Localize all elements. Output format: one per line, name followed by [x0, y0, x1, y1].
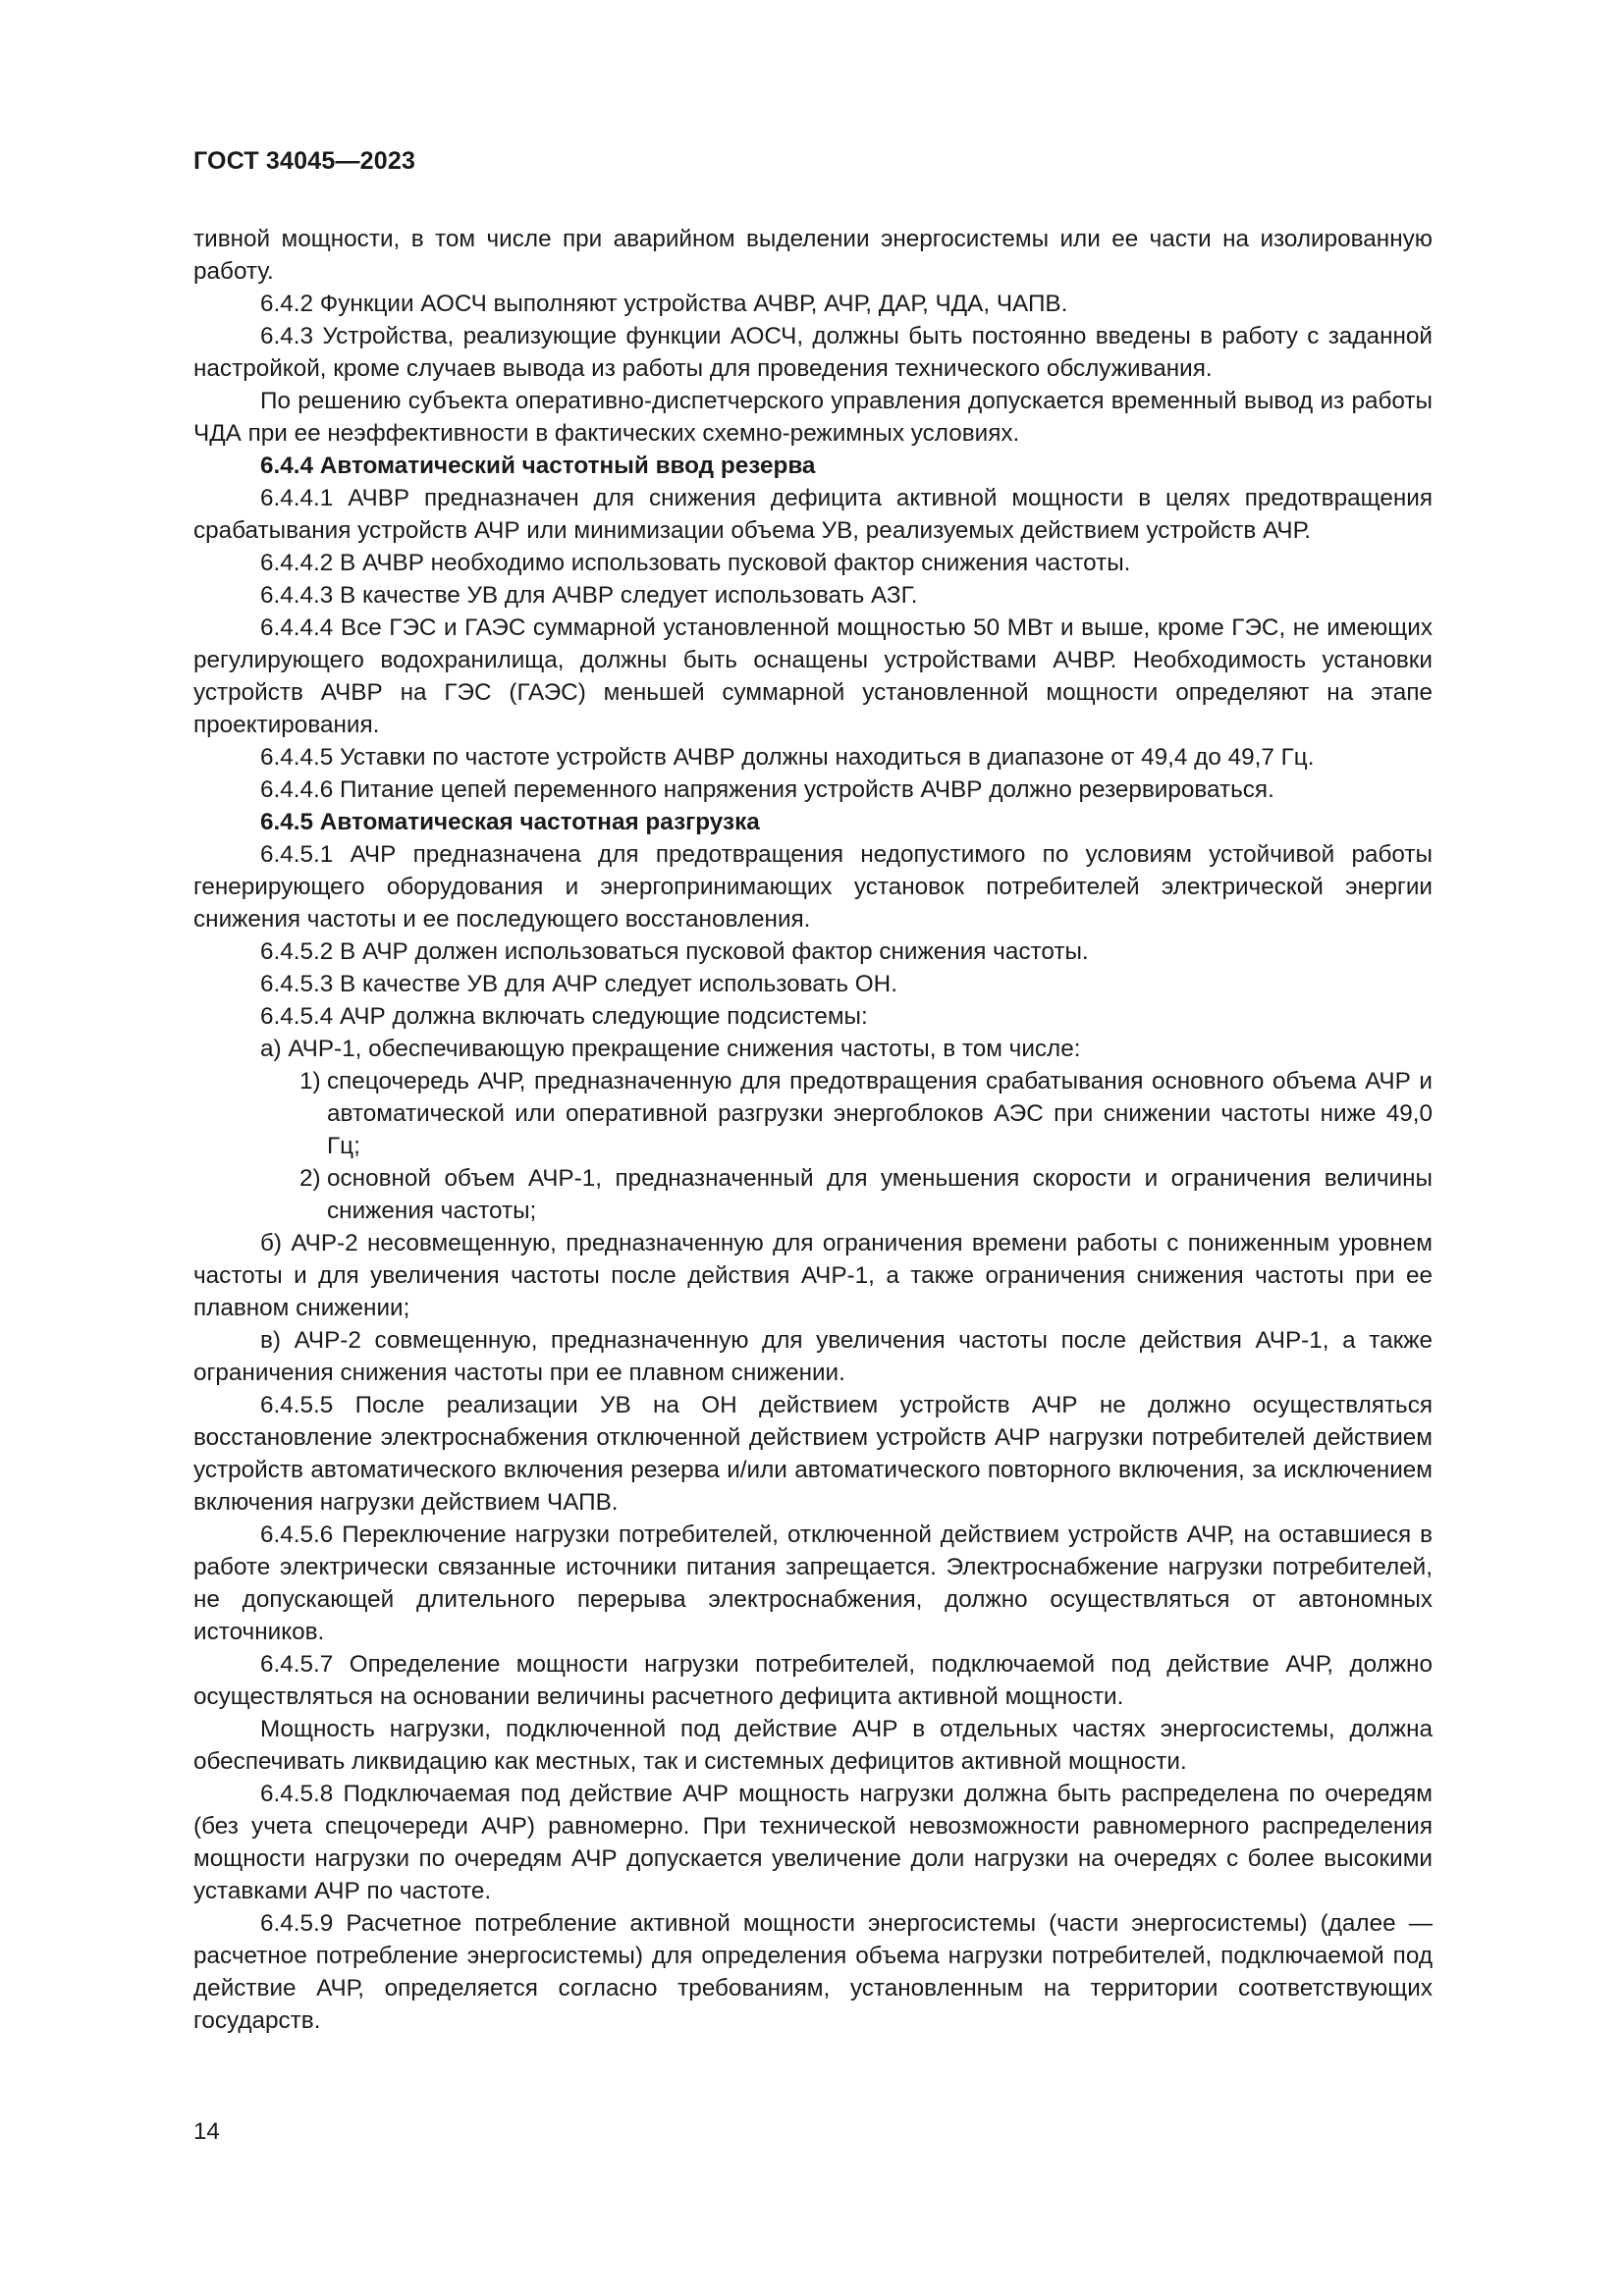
- document-header: ГОСТ 34045—2023: [193, 147, 416, 175]
- paragraph-6-4-5-5: 6.4.5.5 После реализации УВ на ОН действием устройств АЧР не должно осуществляться восстановление электроснабжения отключенной действием устройств АЧР нагрузки потребителей действием устройств автоматического включения резерва и/или автоматического повторного включения, за исключением включения нагрузки действием ЧАПВ.: [193, 1392, 1433, 1516]
- paragraph-6-4-4-5: 6.4.4.5 Уставки по частоте устройств АЧВР должны находиться в диапазоне от 49,4 до 49,7 Гц.: [260, 744, 1315, 771]
- paragraph-6-4-5-6: 6.4.5.6 Переключение нагрузки потребителей, отключенной действием устройств АЧР, на оставшиеся в работе электрически связанные источники питания запрещается. Электроснабжение нагрузки потребителей, не допускающей длительного перерыва электроснабжения, должно осуществляться от автономных источников.: [193, 1522, 1433, 1645]
- paragraph-6-4-4-2: 6.4.4.2 В АЧВР необходимо использовать пусковой фактор снижения частоты.: [260, 550, 1131, 576]
- list-item-a: а) АЧР-1, обеспечивающую прекращение снижения частоты, в том числе:: [260, 1036, 1081, 1062]
- section-heading-6-4-4: 6.4.4 Автоматический частотный ввод резерва: [260, 453, 816, 479]
- paragraph-6-4-5-8: 6.4.5.8 Подключаемая под действие АЧР мощность нагрузки должна быть распределена по очередям (без учета спецочереди АЧР) равномерно. При технической невозможности равномерного распределения мощности нагрузки по очередям АЧР допускается увеличение доли нагрузки на очередях с более высокими уставками АЧР по частоте.: [193, 1781, 1433, 1904]
- paragraph-6-4-5-9: 6.4.5.9 Расчетное потребление активной мощности энергосистемы (части энергосистемы) (далее — расчетное потребление энергосистемы) для определения объема нагрузки потребителей, подключаемой под действие АЧР, определяется согласно требованиям, установленным на территории соответствующих государств.: [193, 1910, 1433, 2034]
- document-body: [193, 223, 1433, 2037]
- paragraph-6-4-5-7: 6.4.5.7 Определение мощности нагрузки потребителей, подключаемой под действие АЧР, должно осуществляться на основании величины расчетного дефицита активной мощности.: [193, 1651, 1433, 1710]
- list-number: 1): [299, 1068, 321, 1095]
- paragraph-6-4-5-3: 6.4.5.3 В качестве УВ для АЧР следует использовать ОН.: [260, 971, 897, 997]
- paragraph-6-4-3-note: По решению субъекта оперативно-диспетчерского управления допускается временный вывод из работы ЧДА при ее неэффективности в фактических схемно-режимных условиях.: [193, 388, 1433, 447]
- paragraph-6-4-2: 6.4.2 Функции АОСЧ выполняют устройства АЧВР, АЧР, ДАР, ЧДА, ЧАПВ.: [260, 291, 1068, 317]
- list-item-text: спецочередь АЧР, предназначенную для предотвращения срабатывания основного объема АЧР и автоматической или оперативной разгрузки энергоблоков АЭС при снижении частоты ниже 49,0 Гц;: [327, 1068, 1433, 1159]
- list-item-b: б) АЧР-2 несовмещенную, предназначенную для ограничения времени работы с пониженным уровнем частоты и для увеличения частоты после действия АЧР-1, а также ограничения снижения частоты при ее плавном снижении;: [193, 1230, 1433, 1321]
- list-item-a-2: [193, 1162, 1433, 1227]
- paragraph-6-4-4-3: 6.4.4.3 В качестве УВ для АЧВР следует использовать АЗГ.: [260, 582, 918, 609]
- paragraph-6-4-5-7-note: Мощность нагрузки, подключенной под действие АЧР в отдельных частях энергосистемы, должна обеспечивать ликвидацию как местных, так и системных дефицитов активной мощности.: [193, 1716, 1433, 1775]
- paragraph-continuation: тивной мощности, в том числе при аварийном выделении энергосистемы или ее части на изолированную работу.: [193, 226, 1433, 285]
- list-item-text: основной объем АЧР-1, предназначенный для уменьшения скорости и ограничения величины снижения частоты;: [327, 1165, 1433, 1224]
- paragraph-6-4-5-2: 6.4.5.2 В АЧР должен использоваться пусковой фактор снижения частоты.: [260, 938, 1089, 965]
- list-number: 2): [299, 1165, 321, 1192]
- section-heading-6-4-5: 6.4.5 Автоматическая частотная разгрузка: [260, 809, 760, 835]
- paragraph-6-4-3: 6.4.3 Устройства, реализующие функции АОСЧ, должны быть постоянно введены в работу с заданной настройкой, кроме случаев вывода из работы для проведения технического обслуживания.: [193, 323, 1433, 382]
- list-item-a-1: [193, 1065, 1433, 1162]
- page-number: 14: [193, 2118, 220, 2145]
- list-item-v: в) АЧР-2 совмещенную, предназначенную для увеличения частоты после действия АЧР-1, а также ограничения снижения частоты при ее плавном снижении.: [193, 1327, 1433, 1386]
- paragraph-6-4-5-1: 6.4.5.1 АЧР предназначена для предотвращения недопустимого по условиям устойчивой работы генерирующего оборудования и энергопринимающих установок потребителей электрической энергии снижения частоты и ее последующего восстановления.: [193, 841, 1433, 933]
- paragraph-6-4-5-4: 6.4.5.4 АЧР должна включать следующие подсистемы:: [260, 1003, 868, 1030]
- paragraph-6-4-4-6: 6.4.4.6 Питание цепей переменного напряжения устройств АЧВР должно резервироваться.: [260, 776, 1274, 803]
- paragraph-6-4-4-1: 6.4.4.1 АЧВР предназначен для снижения дефицита активной мощности в целях предотвращения срабатывания устройств АЧР или минимизации объема УВ, реализуемых действием устройств АЧР.: [193, 485, 1433, 544]
- paragraph-6-4-4-4: 6.4.4.4 Все ГЭС и ГАЭС суммарной установленной мощностью 50 МВт и выше, кроме ГЭС, не имеющих регулирующего водохранилища, должны быть оснащены устройствами АЧВР. Необходимость установки устройств АЧВР на ГЭС (ГАЭС) меньшей суммарной установленной мощности определяют на этапе проектирования.: [193, 614, 1433, 738]
